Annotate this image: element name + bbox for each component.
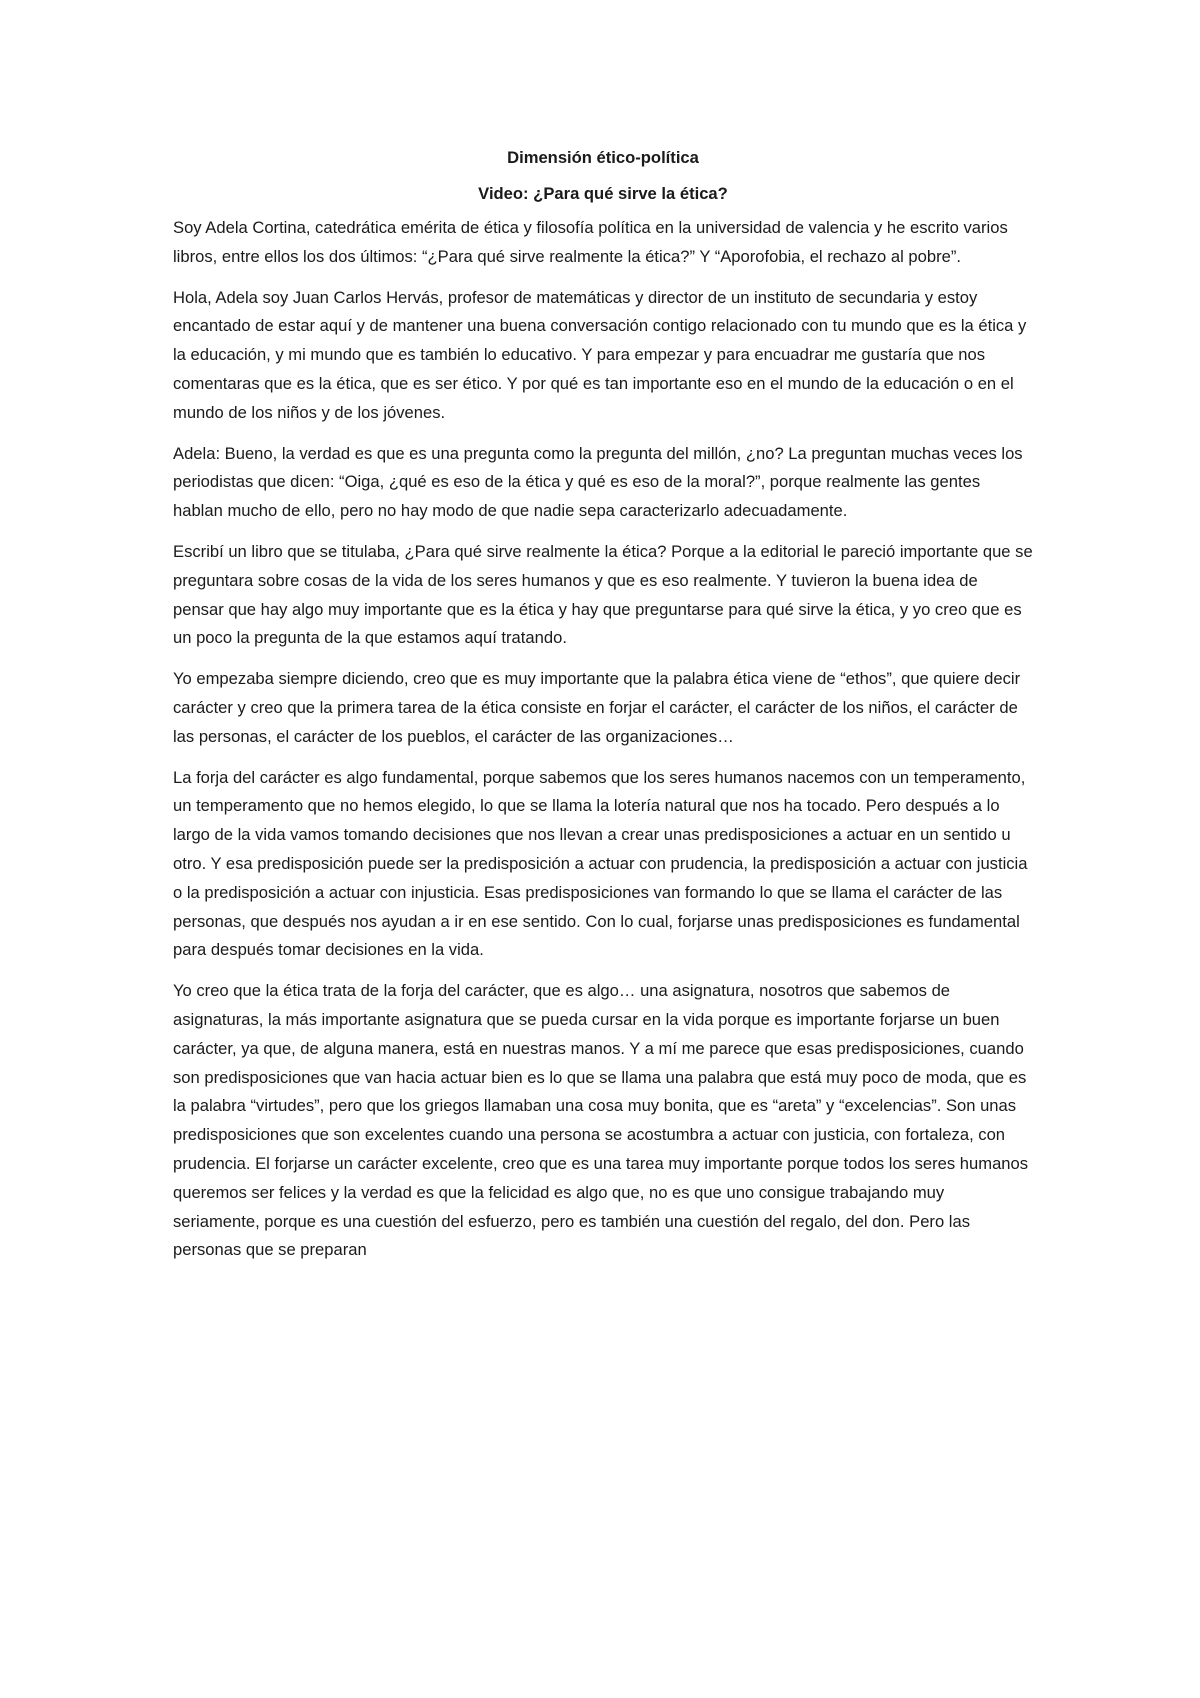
paragraph-5: Yo empezaba siempre diciendo, creo que es muy importante que la palabra ética viene de “ethos”, que quiere decir carácter y creo que la primera tarea de la ética consiste en forjar el carácter, el carácter de los niños, el carácter de las personas, el carácter de los pueblos, el carácter de las organizaciones… — [173, 669, 1021, 746]
paragraph-7: Yo creo que la ética trata de la forja del carácter, que es algo… una asignatura, nosotros que sabemos de asignaturas, la más importante asignatura que se pueda cursar en la vida porque es importante forjarse un buen carácter, ya que, de alguna manera, está en nuestras manos. Y a mí me parece que esas predisposiciones, cuando son predisposiciones que van hacia actuar bien es lo que se llama una palabra que está muy poco de moda, que es la palabra “virtudes”, pero que los griegos llamaban una cosa muy bonita, que es “areta” y “excelencias”. Son unas predisposiciones que son excelentes cuando una persona se acostumbra a actuar con justicia, con fortaleza, con prudencia. El forjarse un carácter excelente, creo que es una tarea muy importante porque todos los seres humanos queremos ser felices y la verdad es que la felicidad es algo que, no es que uno consigue trabajando muy seriamente, porque es una cuestión del esfuerzo, pero es también una cuestión del regalo, del don. Pero las personas que se preparan — [173, 981, 1029, 1260]
document-subtitle: Video: ¿Para qué sirve la ética? — [478, 184, 728, 203]
document-title: Dimensión ético-política — [507, 148, 699, 167]
document-page — [173, 0, 1033, 1277]
paragraph-1: Soy Adela Cortina, catedrática emérita de ética y filosofía política en la universidad de valencia y he escrito varios libros, entre ellos los dos últimos: “¿Para qué sirve realmente la ética?” Y “Aporofobia, el rechazo al pobre”. — [173, 218, 1008, 266]
paragraph-2: Hola, Adela soy Juan Carlos Hervás, profesor de matemáticas y director de un instituto de secundaria y estoy encantado de estar aquí y de mantener una buena conversación contigo relacionado con tu mundo que es la ética y la educación, y mi mundo que es también lo educativo. Y para empezar y para encuadrar me gustaría que nos comentaras que es la ética, que es ser ético. Y por qué es tan importante eso en el mundo de la educación o en el mundo de los niños y de los jóvenes. — [173, 287, 1027, 422]
paragraph-3: Adela: Bueno, la verdad es que es una pregunta como la pregunta del millón, ¿no? La preguntan muchas veces los periodistas que dicen: “Oiga, ¿qué es eso de la ética y qué es eso de la moral?”, porque realmente las gentes hablan mucho de ello, pero no hay modo de que nadie sepa caracterizarlo adecuadamente. — [173, 443, 1023, 521]
paragraph-4: Escribí un libro que se titulaba, ¿Para qué sirve realmente la ética? Porque a la editorial le pareció importante que se preguntara sobre cosas de la vida de los seres humanos y que es eso realmente. Y tuvieron la buena idea de pensar que hay algo muy importante que es la ética y hay que preguntarse para qué sirve la ética, y yo creo que es un poco la pregunta de la que estamos aquí tratando. — [173, 541, 1033, 648]
paragraph-6: La forja del carácter es algo fundamental, porque sabemos que los seres humanos nacemos con un temperamento, un temperamento que no hemos elegido, lo que se llama la lotería natural que nos ha tocado. Pero después a lo largo de la vida vamos tomando decisiones que nos llevan a crear unas predisposiciones a actuar en un sentido u otro. Y esa predisposición puede ser la predisposición a actuar con prudencia, la predisposición a actuar con justicia o la predisposición a actuar con injusticia. Esas predisposiciones van formando lo que se llama el carácter de las personas, que después nos ayudan a ir en ese sentido. Con lo cual, forjarse unas predisposiciones es fundamental para después tomar decisiones en la vida. — [173, 767, 1028, 960]
